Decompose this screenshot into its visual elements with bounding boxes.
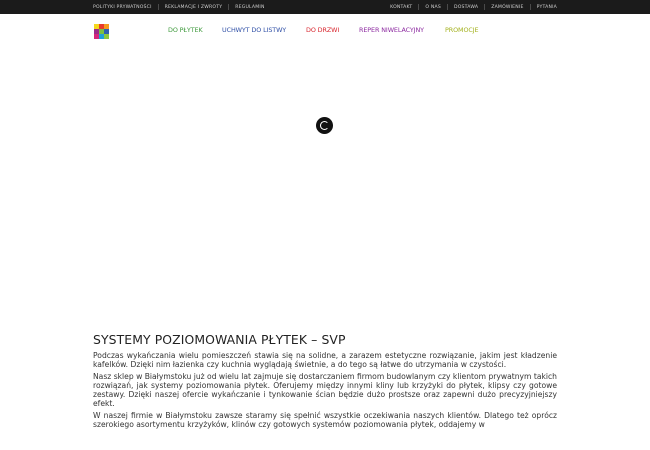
divider — [418, 4, 419, 10]
divider — [228, 4, 229, 10]
article-paragraph: Nasz sklep w Białymstoku już od wielu lat zajmuje się dostarczaniem firmom budowlanym czy klientom prywatnym takich rozwiązań, jak systemy poziomowania płytek. Oferujemy między innymi kliny lub krzyżyki do płytek, klipsy czy gotowe zestawy. Dzięki naszej ofercie wykańczanie i tynkowanie ścian będzie dużo prostsze oraz zapewni dużo precyzyjniejszy efekt. — [93, 372, 557, 408]
logo[interactable] — [94, 24, 109, 39]
link-returns[interactable]: REKLAMACJE I ZWROTY — [164, 4, 223, 10]
nav-reper-niwelacyjny[interactable]: REPER NIWELACYJNY — [359, 26, 424, 34]
nav-do-drzwi[interactable]: DO DRZWI — [306, 26, 340, 34]
nav-promocje[interactable]: PROMOCJE — [445, 26, 479, 34]
loading-spinner-icon — [316, 117, 333, 134]
link-delivery[interactable]: DOSTAWA — [453, 4, 479, 10]
article-paragraph: Podczas wykańczania wielu pomieszczeń stawia się na solidne, a zarazem estetyczne rozwiązanie, jakim jest kładzenie kafelków. Dzięki nim łazienka czy kuchnia wyglądają świetnie, a do tego są łatwe do utrzymania w czystości. — [93, 351, 557, 369]
nav-uchwyt-do-listwy[interactable]: UCHWYT DO LISTWY — [222, 26, 287, 34]
logo-tile — [104, 34, 109, 39]
divider — [484, 4, 485, 10]
link-contact[interactable]: KONTAKT — [390, 4, 413, 10]
top-links-right — [390, 0, 557, 14]
link-faq[interactable]: PYTANIA — [536, 4, 557, 10]
top-links-left — [93, 0, 265, 14]
top-bar — [0, 0, 650, 14]
divider — [447, 4, 448, 10]
link-terms[interactable]: REGULAMIN — [235, 4, 265, 10]
article-title: SYSTEMY POZIOMOWANIA PŁYTEK – SVP — [93, 332, 346, 347]
link-privacy-policy[interactable]: POLITYKI PRYWATNOŚCI — [93, 4, 152, 10]
divider — [530, 4, 531, 10]
divider — [158, 4, 159, 10]
link-about[interactable]: O NAS — [425, 4, 441, 10]
nav-do-plytek[interactable]: DO PŁYTEK — [168, 26, 203, 34]
link-order[interactable]: ZAMÓWIENIE — [491, 4, 524, 10]
article-paragraph: W naszej firmie w Białymstoku zawsze staramy się spełnić wszystkie oczekiwania naszych klientów. Dlatego też oprócz szerokiego asortymentu krzyżyków, klinów czy gotowych systemów poziomowania płytek, oddajemy w — [93, 411, 557, 429]
article — [93, 332, 557, 432]
